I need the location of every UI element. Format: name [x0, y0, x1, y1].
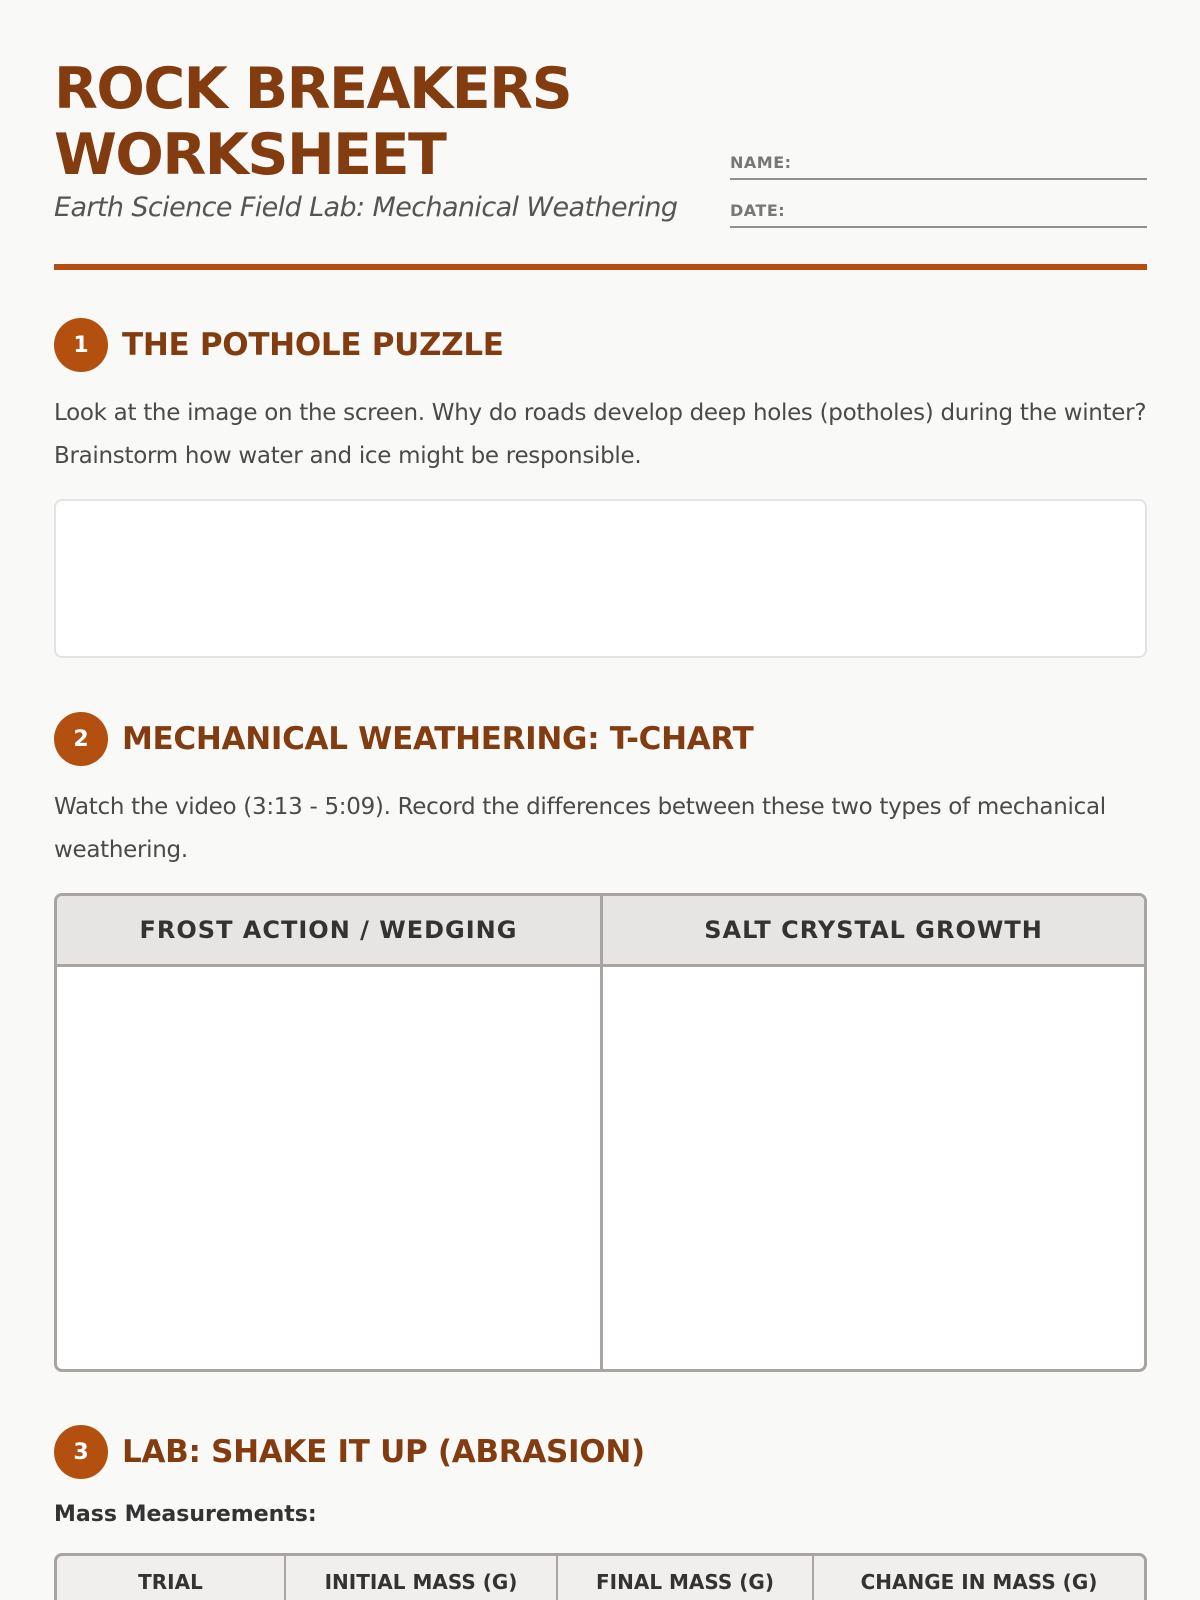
section-2-instructions: Watch the video (3:13 - 5:09). Record the differences between these two types of mechanical weathering.	[54, 794, 1106, 863]
mass-table-header-change: CHANGE IN MASS (G)	[812, 1556, 1144, 1600]
t-chart-column-frost[interactable]	[57, 896, 603, 1369]
t-chart-header-salt: SALT CRYSTAL GROWTH	[603, 896, 1144, 967]
section-1-instructions: Look at the image on the screen. Why do roads develop deep holes (potholes) during the winter? Brainstorm how water and ice might be responsible.	[54, 400, 1147, 469]
name-field[interactable]	[730, 150, 1147, 180]
section-1-title: THE POTHOLE PUZZLE	[122, 327, 504, 363]
mass-measurements-label: Mass Measurements:	[54, 1502, 317, 1527]
mass-table-header	[54, 1553, 1147, 1600]
mass-table-header-final: FINAL MASS (G)	[556, 1556, 812, 1600]
mass-table-header-trial: TRIAL	[138, 1570, 203, 1594]
section-2-number-badge: 2	[54, 712, 108, 766]
section-1-number-badge: 1	[54, 318, 108, 372]
date-field[interactable]	[730, 198, 1147, 228]
worksheet-header	[54, 56, 1147, 270]
section-1-heading	[54, 318, 504, 372]
pothole-answer-box[interactable]	[54, 499, 1147, 658]
date-label: DATE:	[730, 201, 786, 220]
mass-table-header-initial: INITIAL MASS (G)	[284, 1556, 556, 1600]
section-3-number-badge: 3	[54, 1425, 108, 1479]
section-2-title: MECHANICAL WEATHERING: T-CHART	[122, 721, 754, 757]
section-2-heading	[54, 712, 753, 766]
worksheet-title: ROCK BREAKERS WORKSHEET	[54, 56, 572, 188]
t-chart-header-frost: FROST ACTION / WEDGING	[57, 896, 600, 967]
section-3-heading	[54, 1425, 645, 1479]
t-chart-column-salt[interactable]	[603, 896, 1144, 1369]
t-chart	[54, 893, 1147, 1372]
worksheet-subtitle: Earth Science Field Lab: Mechanical Weathering	[54, 192, 678, 223]
name-label: NAME:	[730, 153, 792, 172]
section-3-title: LAB: SHAKE IT UP (ABRASION)	[122, 1434, 645, 1470]
